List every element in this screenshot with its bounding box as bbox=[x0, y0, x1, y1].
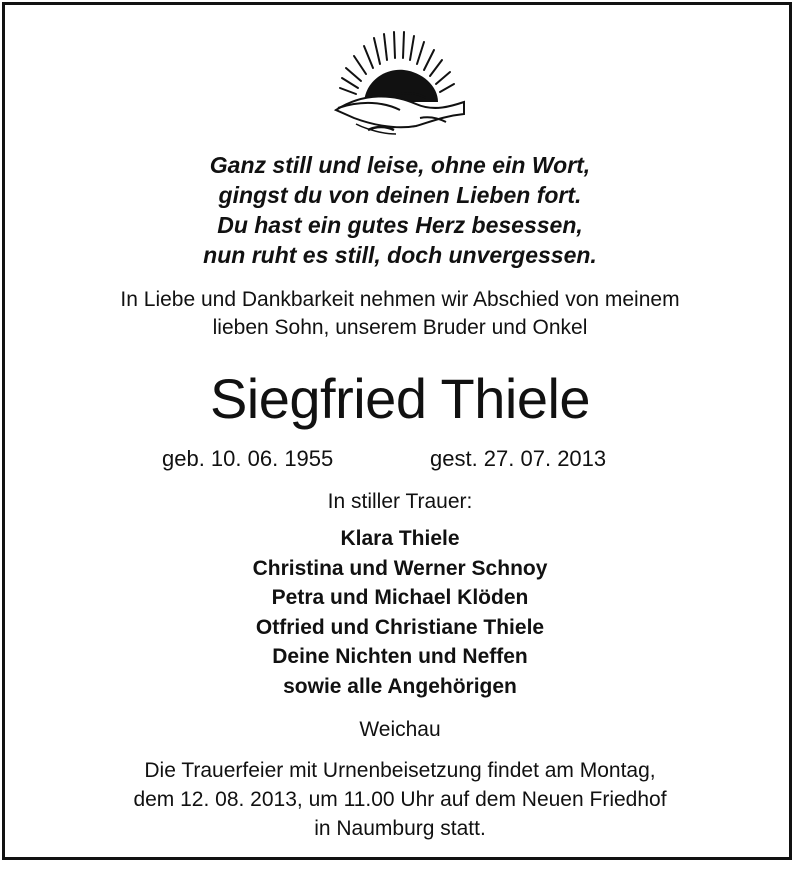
poem-line: Du hast ein gutes Herz besessen, bbox=[217, 212, 583, 238]
mourner-name: Klara Thiele bbox=[340, 527, 460, 550]
mourning-heading: In stiller Trauer: bbox=[327, 490, 473, 513]
intro-line: In Liebe und Dankbarkeit nehmen wir Abschied von meinem bbox=[120, 288, 680, 311]
mourner-name: Petra und Michael Klöden bbox=[271, 586, 529, 610]
place-name: Weichau bbox=[359, 718, 441, 741]
ceremony-line: Die Trauerfeier mit Urnenbeisetzung findet am Montag, bbox=[144, 759, 656, 782]
ceremony-line: dem 12. 08. 2013, um 11.00 Uhr auf dem Neuen Friedhof bbox=[133, 788, 667, 811]
intro-line: lieben Sohn, unserem Bruder und Onkel bbox=[212, 316, 588, 339]
farewell-intro bbox=[0, 286, 800, 342]
mourners-list bbox=[0, 524, 800, 702]
birth-date: geb. 10. 06. 1955 bbox=[162, 446, 334, 471]
poem-line: Ganz still und leise, ohne ein Wort, bbox=[209, 152, 591, 178]
ceremony-line: in Naumburg statt. bbox=[314, 817, 486, 840]
mourner-name: Otfried und Christiane Thiele bbox=[255, 615, 545, 639]
poem-line: gingst du von deinen Lieben fort. bbox=[218, 182, 582, 208]
sunset-over-hills-icon bbox=[334, 30, 466, 138]
mourner-name: sowie alle Angehörigen bbox=[283, 674, 517, 698]
ceremony-notice bbox=[0, 756, 800, 843]
mourner-name: Christina und Werner Schnoy bbox=[252, 556, 548, 580]
poem bbox=[0, 150, 800, 270]
deceased-name: Siegfried Thiele bbox=[209, 367, 591, 430]
mourner-name: Deine Nichten und Neffen bbox=[272, 645, 528, 669]
death-date: gest. 27. 07. 2013 bbox=[430, 446, 607, 471]
poem-line: nun ruht es still, doch unvergessen. bbox=[203, 242, 597, 268]
life-dates bbox=[0, 443, 800, 475]
